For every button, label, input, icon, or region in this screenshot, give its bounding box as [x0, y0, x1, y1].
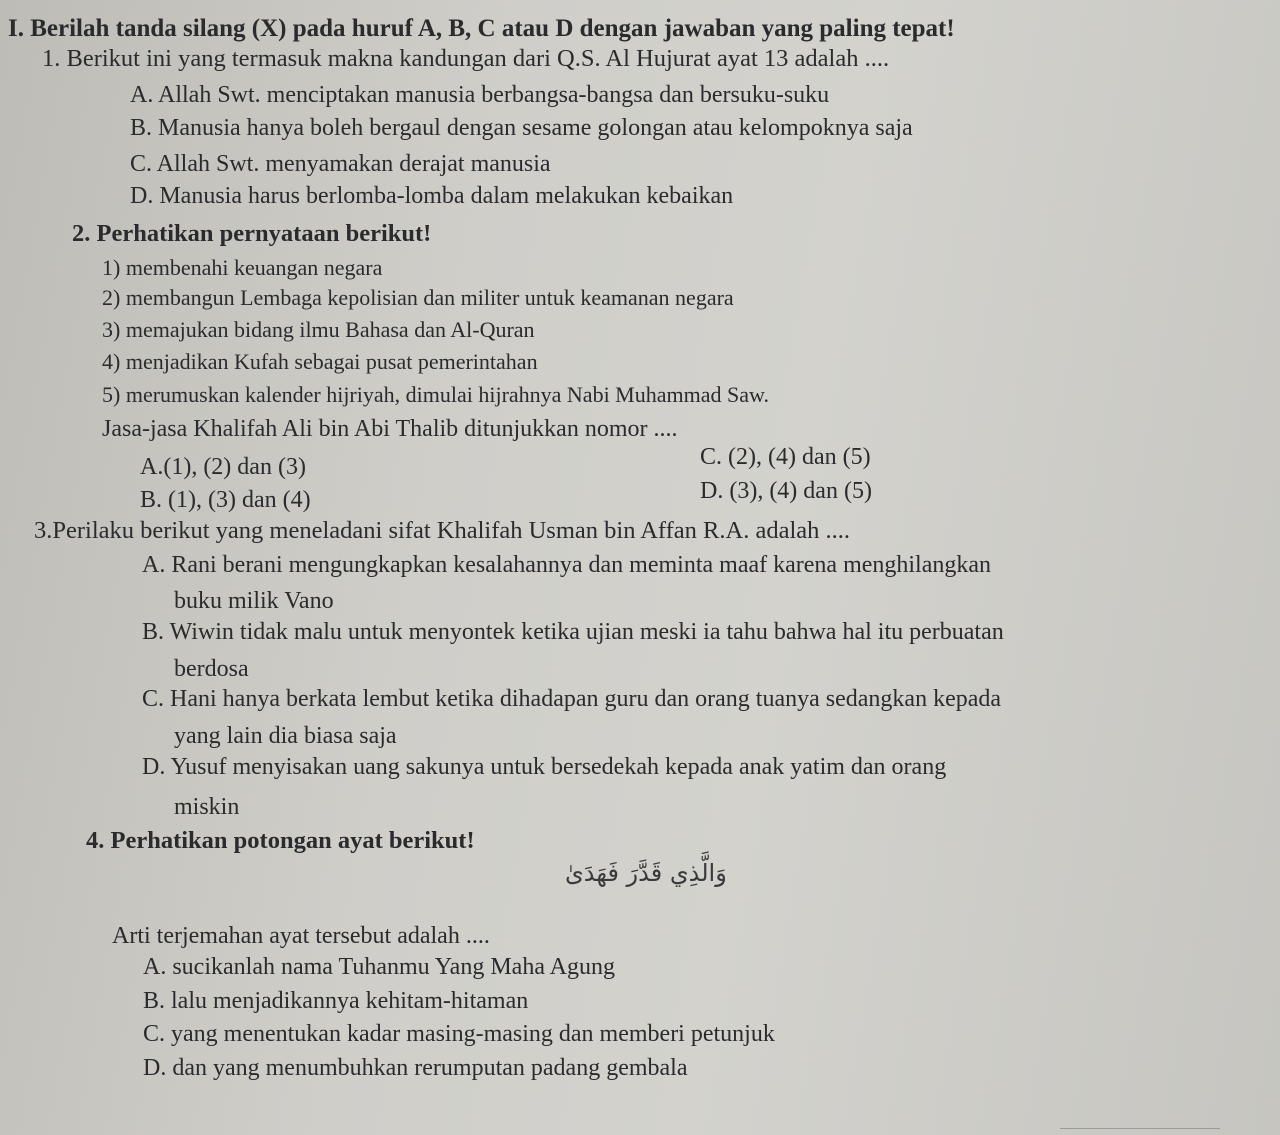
question-4-option-a: A. sucikanlah nama Tuhanmu Yang Maha Agung — [143, 954, 615, 980]
question-3-option-d-line-2: miskin — [174, 794, 240, 820]
question-2-option-d: D. (3), (4) dan (5) — [700, 478, 872, 504]
question-3-option-b-line-2: berdosa — [174, 656, 249, 682]
question-2-statement-5: 5) merumuskan kalender hijriyah, dimulai hijrahnya Nabi Muhammad Saw. — [102, 382, 769, 407]
question-3-option-a-line-2: buku milik Vano — [174, 588, 334, 614]
paper-edge-line — [1060, 1128, 1220, 1129]
question-3-option-c-line-2: yang lain dia biasa saja — [174, 723, 397, 749]
question-2-prompt: Jasa-jasa Khalifah Ali bin Abi Thalib ditunjukkan nomor .... — [102, 416, 678, 442]
question-4-text: 4. Perhatikan potongan ayat berikut! — [86, 827, 475, 854]
question-3-option-a-line-1: A. Rani berani mengungkapkan kesalahannya dan meminta maaf karena menghilangkan — [142, 552, 992, 578]
question-2-option-b: B. (1), (3) dan (4) — [140, 487, 311, 513]
question-2-statement-3: 3) memajukan bidang ilmu Bahasa dan Al-Quran — [102, 317, 535, 342]
question-1-option-c: C. Allah Swt. menyamakan derajat manusia — [130, 151, 551, 177]
question-4-prompt: Arti terjemahan ayat tersebut adalah .... — [112, 923, 490, 949]
question-2-statement-2: 2) membangun Lembaga kepolisian dan militer untuk keamanan negara — [102, 285, 734, 310]
question-3-option-c-line-1: C. Hani hanya berkata lembut ketika dihadapan guru dan orang tuanya sedangkan kepada — [142, 686, 1002, 712]
question-1-text: 1. Berikut ini yang termasuk makna kandungan dari Q.S. Al Hujurat ayat 13 adalah .... — [42, 45, 890, 72]
question-2-statement-1: 1) membenahi keuangan negara — [102, 255, 383, 280]
question-4-option-b: B. lalu menjadikannya kehitam-hitaman — [143, 988, 529, 1014]
question-4-arabic-verse: وَالَّذِي قَدَّرَ فَهَدَىٰ — [565, 859, 727, 887]
question-2-statement-4: 4) menjadikan Kufah sebagai pusat pemerintahan — [102, 349, 538, 374]
question-1-option-d: D. Manusia harus berlomba-lomba dalam melakukan kebaikan — [130, 183, 734, 209]
question-3-text: 3.Perilaku berikut yang meneladani sifat Khalifah Usman bin Affan R.A. adalah .... — [34, 517, 851, 544]
question-4-option-d: D. dan yang menumbuhkan rerumputan padang gembala — [143, 1055, 688, 1081]
question-1-option-a: A. Allah Swt. menciptakan manusia berbangsa-bangsa dan bersuku-suku — [130, 82, 830, 108]
question-1-option-b: B. Manusia hanya boleh bergaul dengan sesame golongan atau kelompoknya saja — [130, 115, 913, 141]
question-2-text: 2. Perhatikan pernyataan berikut! — [72, 220, 432, 247]
question-3-option-d-line-1: D. Yusuf menyisakan uang sakunya untuk bersedekah kepada anak yatim dan orang — [142, 754, 947, 780]
question-3-option-b-line-1: B. Wiwin tidak malu untuk menyontek ketika ujian meski ia tahu bahwa hal itu perbuatan — [142, 619, 1004, 645]
question-2-option-a: A.(1), (2) dan (3) — [140, 454, 306, 480]
question-2-option-c: C. (2), (4) dan (5) — [700, 444, 871, 470]
section-heading: I. Berilah tanda silang (X) pada huruf A, B, C atau D dengan jawaban yang paling tepat! — [8, 15, 955, 42]
question-4-option-c: C. yang menentukan kadar masing-masing dan memberi petunjuk — [143, 1021, 775, 1047]
